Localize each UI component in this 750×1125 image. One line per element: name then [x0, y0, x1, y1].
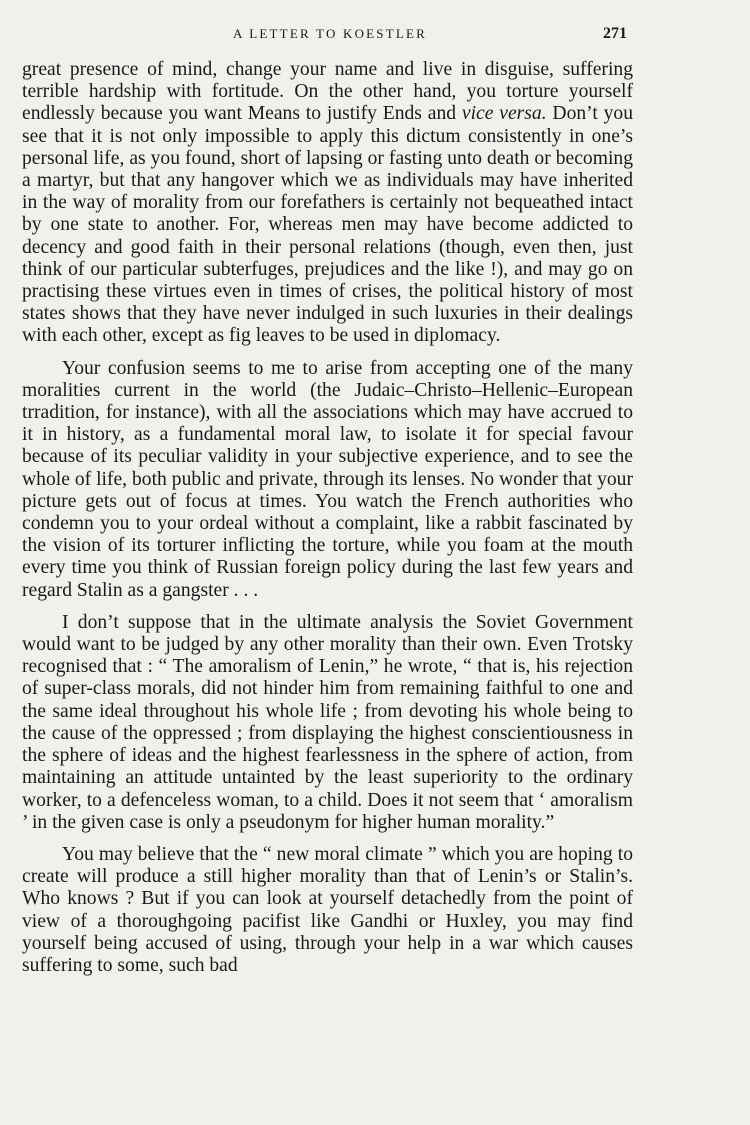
running-head: [0, 22, 750, 46]
paragraph-italic-run: vice versa.: [461, 103, 547, 125]
paragraph: You may believe that the “ new moral climate ” which you are hoping to create will produce a still higher morality than that of Lenin’s or Stalin’s. Who knows ? But if you can look at yourself detachedly from the point of view of a thoroughgoing pacifist like Gandhi or Huxley, you may find yourself being accused of using, through your help in a war which causes suffering to some, such bad: [22, 843, 633, 976]
paragraph-text-run: Don’t you see that it is not only impossible to apply this dictum consistently in one’s personal life, as you found, short of lapsing or fasting unto death or becoming a martyr, but that any hangover which we as individuals may have inherited in the way of morality from our forefathers is certainly not bequeathed intact by one state to another. For, whereas men may have become addicted to decency and good faith in their personal relations (though, even then, just think of our particular subterfuges, prejudices and the like !), and may go on practising these virtues even in times of crises, the political history of most states shows that they have never indulged in such luxuries in their dealings with each other, except as fig leaves to be used in diplomacy.: [22, 103, 633, 347]
page-number: 271: [603, 25, 627, 42]
body-text: [22, 59, 633, 977]
paragraph: I don’t suppose that in the ultimate analysis the Soviet Government would want to be judged by any other morality than their own. Even Trotsky recognised that : “ The amoralism of Lenin,” he wrote, “ that is, his rejection of super-class morals, did not hinder him from remaining faithful to one and the same ideal throughout his whole life ; from devoting his whole being to the cause of the oppressed ; from displaying the highest conscientiousness in the sphere of ideas and the highest fearlessness in the sphere of action, from maintaining an attitude untainted by the least superiority to the ordinary worker, to a defenceless woman, to a child. Does it not seem that ‘ amoralism ’ in the given case is only a pseudonym for higher human morality.”: [22, 611, 633, 833]
running-title: A LETTER TO KOESTLER: [232, 26, 428, 41]
paragraph-text-run: great presence of mind, change your name and live in disguise, suffering terrible hardship with fortitude. On the other hand, you torture yourself endlessly because you want Means to justify Ends and: [22, 59, 633, 125]
paragraph-continuation: [22, 59, 633, 348]
paragraph: Your confusion seems to me to arise from accepting one of the many moralities current in the world (the Judaic–Christo–Hellenic–European trradition, for instance), with all the associations which may have accrued to it in history, as a fundamental moral law, to isolate it for special favour because of its peculiar validity in your subjective experience, and to see the whole of life, both public and private, through its lenses. No wonder that your picture gets out of focus at times. You watch the French authorities who condemn you to your ordeal without a complaint, like a rabbit fascinated by the vision of its torturer inflicting the torture, while you foam at the mouth every time you think of Russian foreign policy during the last few years and regard Stalin as a gangster . . .: [22, 357, 633, 601]
